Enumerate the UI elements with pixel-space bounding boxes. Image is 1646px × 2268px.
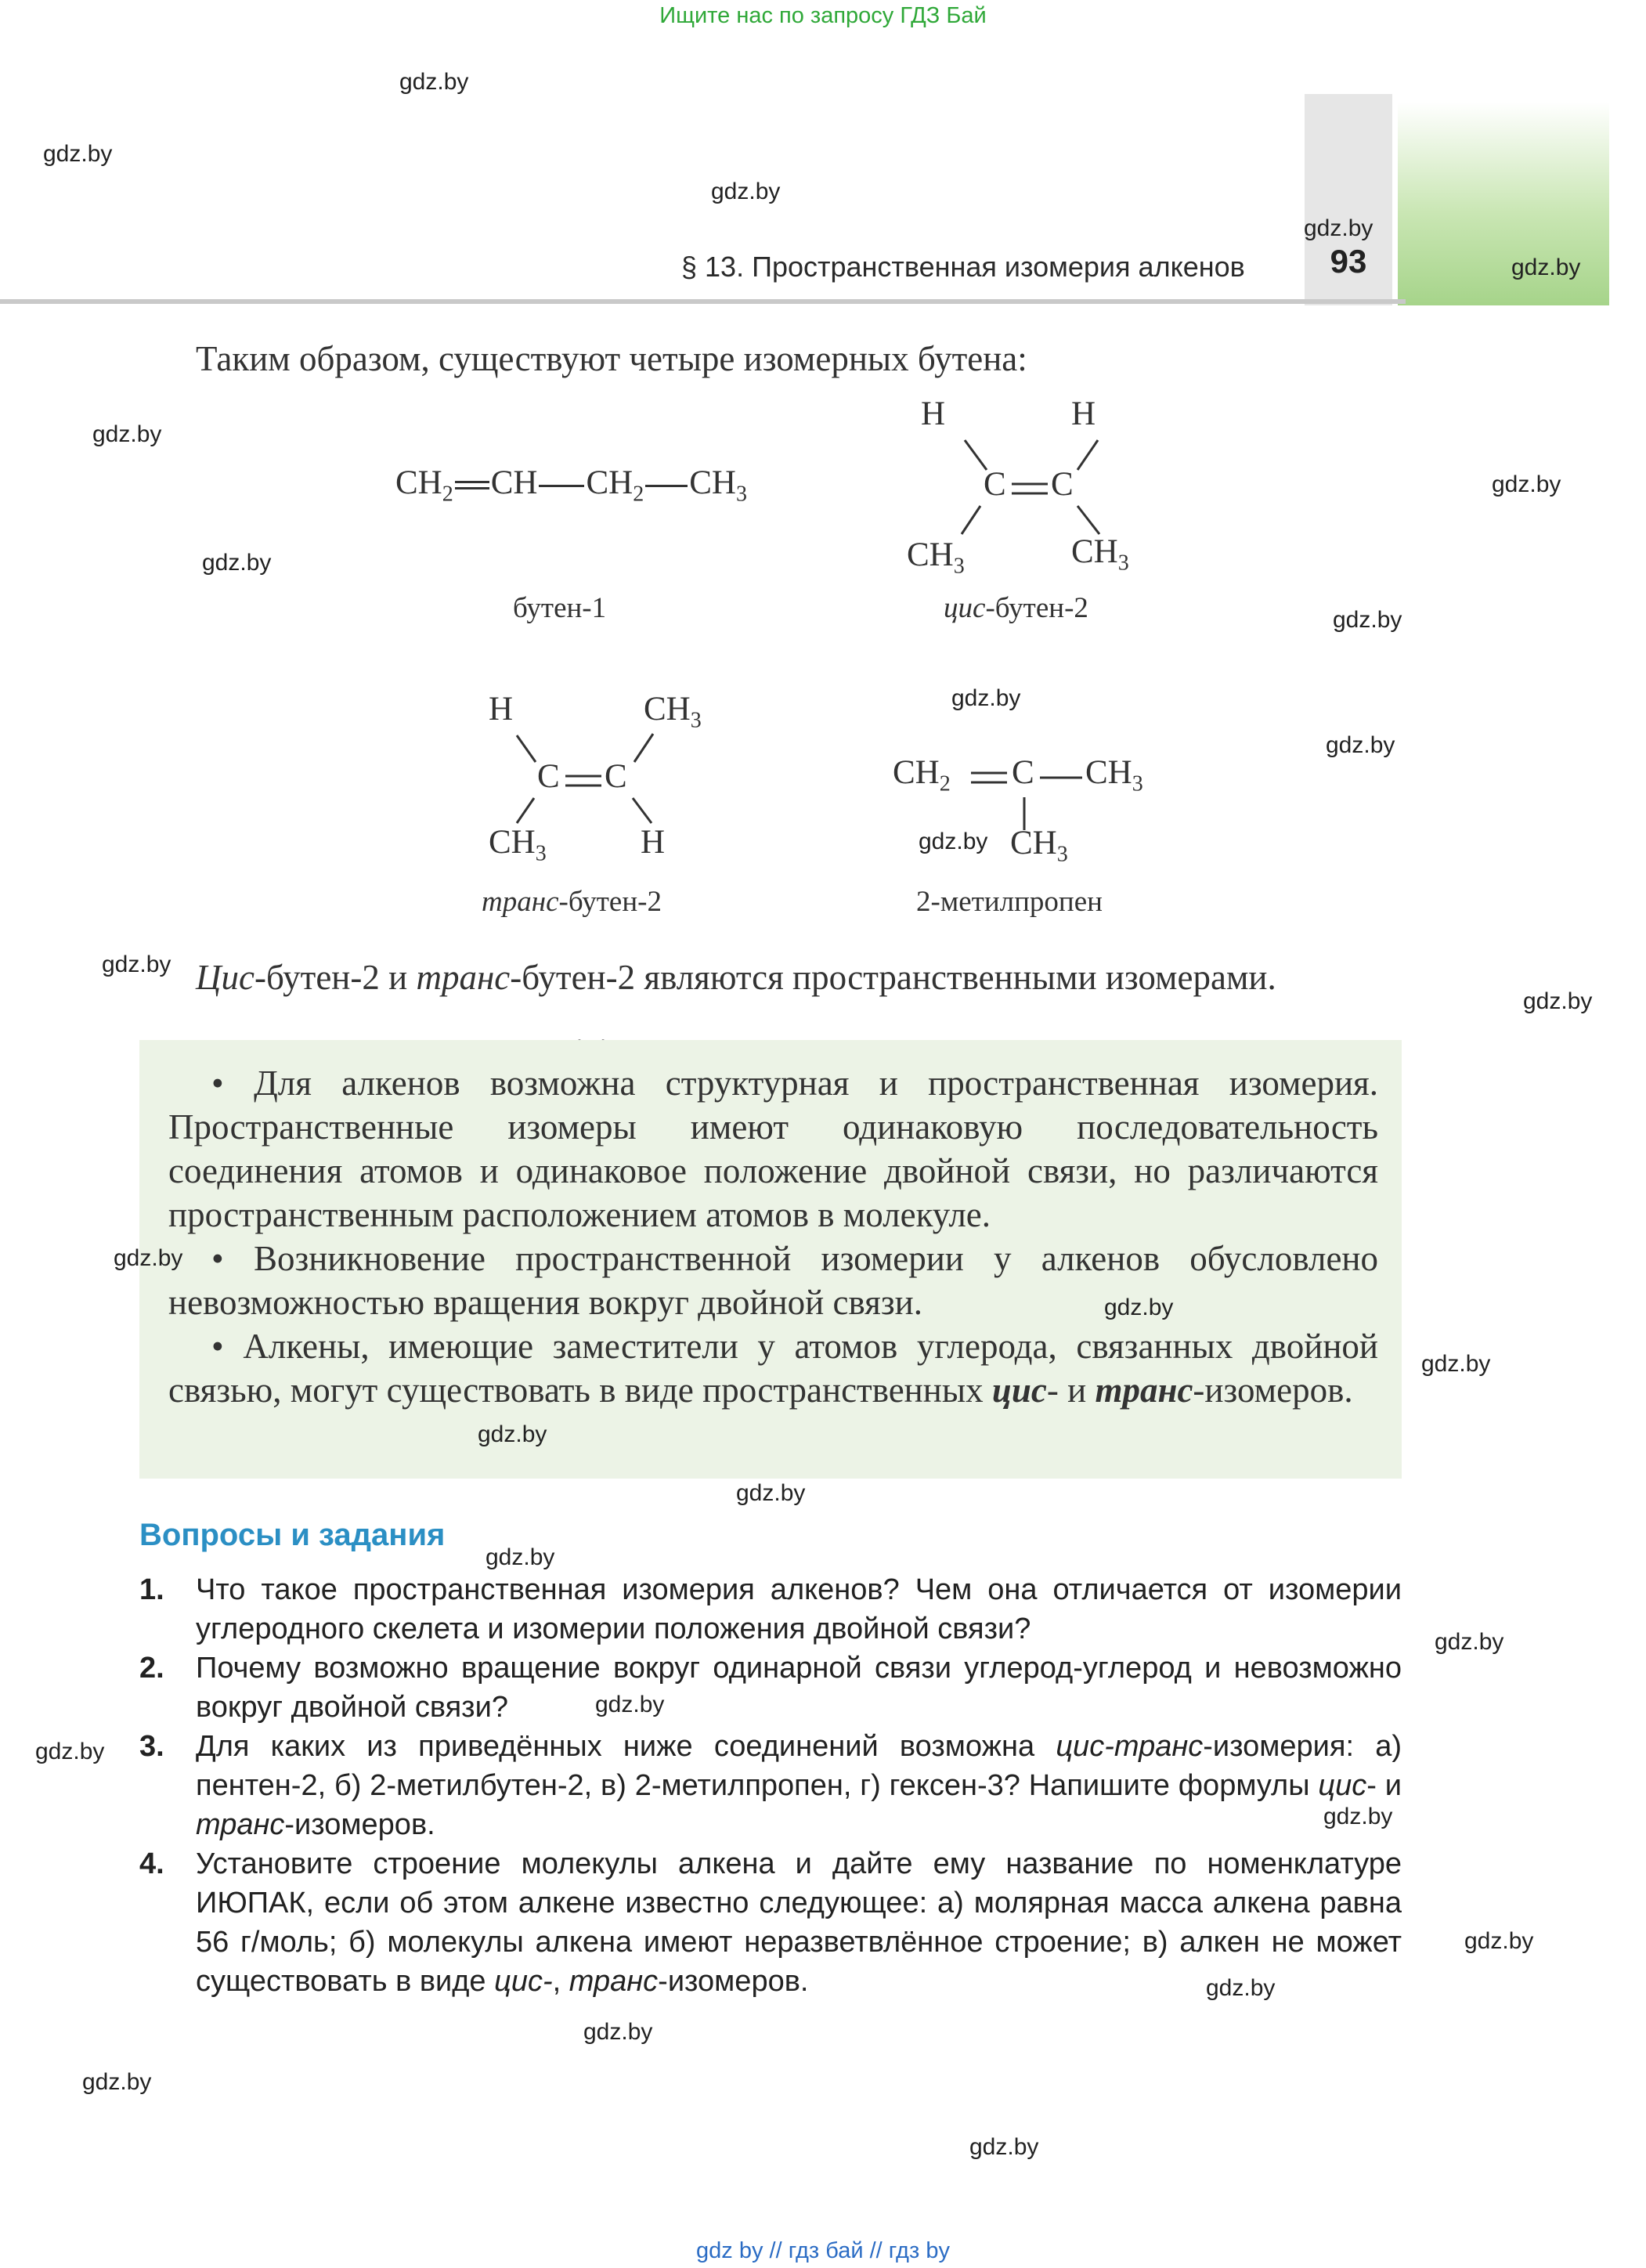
methylpropene-structure: [893, 744, 1190, 885]
trans-h-right: H: [641, 824, 666, 861]
cis-methyl-right: $CH_3$: [1071, 533, 1129, 576]
single-bond: [645, 485, 688, 487]
watermark: gdz.by: [1464, 1928, 1534, 1954]
bullet: •: [211, 1064, 224, 1103]
watermark: gdz.by: [1104, 1295, 1174, 1320]
trans-h-left: H: [489, 691, 514, 728]
watermark: gdz.by: [35, 1739, 105, 1764]
cis-h-left: H: [921, 395, 946, 432]
section-title: § 13. Пространственная изомерия алкенов: [681, 251, 1245, 283]
top-banner[interactable]: Ищите нас по запросу ГДЗ Бай: [659, 3, 987, 28]
methylpropene-caption: 2-метилпропен: [916, 886, 1103, 918]
watermark: gdz.by: [1323, 1804, 1393, 1829]
watermark: gdz.by: [1326, 732, 1395, 758]
watermark: gdz.by: [1523, 988, 1593, 1014]
question-number: 1.: [139, 1573, 164, 1606]
watermark: gdz.by: [92, 421, 162, 447]
question-2: 2. Почему возможно вращение вокруг одинарной связи углерод-углерод и невозможно вокруг двойной связи?: [139, 1649, 1402, 1727]
watermark: gdz.by: [102, 952, 171, 977]
methylpropene-ch3-right: $CH_3$: [1085, 754, 1143, 796]
single-bond: [539, 485, 584, 487]
cis-h-right: H: [1071, 395, 1096, 432]
cis-butene-2-structure: [893, 392, 1190, 595]
trans-butene-2-caption: транс-бутен-2: [482, 886, 662, 918]
summary-point-2: • Возникновение пространственной изомерии у алкенов обусловлено невозможностью вращения вокруг двойной связи.: [168, 1239, 1379, 1322]
butene-1-caption: бутен-1: [513, 592, 607, 624]
watermark: gdz.by: [1435, 1629, 1504, 1655]
watermark: gdz.by: [969, 2134, 1039, 2160]
methylpropene-carbon: C: [1012, 754, 1034, 791]
double-bond: [453, 480, 491, 491]
watermark: gdz.by: [583, 2019, 653, 2045]
watermark: gdz.by: [951, 685, 1021, 711]
trans-carbon-right: C: [605, 758, 627, 795]
footer-links[interactable]: gdz by // гдз бай // гдз by: [696, 2238, 950, 2263]
watermark: gdz.by: [114, 1245, 183, 1271]
watermark: gdz.by: [1304, 215, 1373, 241]
cis-carbon-left: C: [984, 466, 1006, 503]
methylpropene-ch3-bottom: $CH_3$: [1010, 825, 1068, 867]
question-3: 3. Для каких из приведённых ниже соединений возможна цис-транс-изомерия: а) пентен-2, б) 2-метилбутен-2, в) 2-метилпропен, г) гексен-3? Напишите формулы цис- и транс-изомеров.: [139, 1727, 1402, 1844]
watermark: gdz.by: [736, 1480, 806, 1506]
trans-methyl-top: $CH_3$: [644, 691, 702, 733]
bullet: •: [211, 1327, 224, 1366]
watermark: gdz.by: [43, 141, 113, 167]
bullet: •: [211, 1239, 224, 1278]
summary-point-1: • Для алкенов возможна структурная и пространственная изомерия. Пространственные изомеры имеют одинаковую последовательность соединения атомов и одинаковое положение двойной связи, но различаются пространственным расположением атомов в молекуле.: [168, 1064, 1378, 1234]
page-number: 93: [1330, 243, 1367, 280]
summary-point-3: • Алкены, имеющие заместители у атомов углерода, связанных двойной связью, могут существовать в виде пространственных цис- и транс-изомеров.: [168, 1327, 1378, 1410]
trans-butene-2-structure: [478, 685, 775, 881]
watermark: gdz.by: [485, 1544, 555, 1570]
watermark: gdz.by: [1206, 1975, 1276, 2001]
summary-text: [168, 1061, 1378, 1412]
watermark: gdz.by: [1333, 607, 1402, 633]
methylpropene-ch2: $CH_2$: [893, 754, 951, 796]
header-rule: [0, 299, 1406, 304]
watermark: gdz.by: [399, 69, 469, 95]
watermark: gdz.by: [82, 2069, 152, 2095]
question-number: 4.: [139, 1847, 164, 1880]
question-number: 2.: [139, 1652, 164, 1685]
question-1: 1. Что такое пространственная изомерия алкенов? Чем она отличается от изомерии углеродного скелета и изомерии положения двойной связи?: [139, 1570, 1402, 1649]
watermark: gdz.by: [919, 829, 988, 854]
cis-butene-2-caption: цис-бутен-2: [944, 592, 1088, 624]
question-4: 4. Установите строение молекулы алкена и дайте ему название по номенклатуре ИЮПАК, если об этом алкене известно следующее: а) молярная масса алкена равна 56 г/моль; б) молекулы алкена имеют неразветвлённое строение; в) алкен не может существовать в виде цис-, транс-изомеров.: [139, 1844, 1402, 2001]
watermark: gdz.by: [478, 1421, 547, 1447]
statement-text: Цис-бутен-2 и транс-бутен-2 являются пространственными изомерами.: [196, 958, 1276, 997]
watermark: gdz.by: [1421, 1351, 1491, 1377]
question-number: 3.: [139, 1730, 164, 1763]
watermark: gdz.by: [711, 179, 781, 204]
intro-text: Таким образом, существуют четыре изомерных бутена:: [196, 339, 1027, 378]
watermark: gdz.by: [1492, 471, 1561, 497]
cis-carbon-right: C: [1051, 466, 1074, 503]
watermark: gdz.by: [1511, 255, 1581, 280]
watermark: gdz.by: [595, 1692, 665, 1717]
trans-carbon-left: C: [537, 758, 560, 795]
cis-methyl-left: $CH_3$: [907, 536, 965, 579]
butene-1-formula: $CH_2$ CH $CH_2$ $CH_3$: [395, 464, 747, 507]
questions-heading: Вопросы и задания: [139, 1518, 446, 1552]
trans-methyl-bottom: $CH_3$: [489, 824, 547, 866]
watermark: gdz.by: [202, 550, 272, 576]
